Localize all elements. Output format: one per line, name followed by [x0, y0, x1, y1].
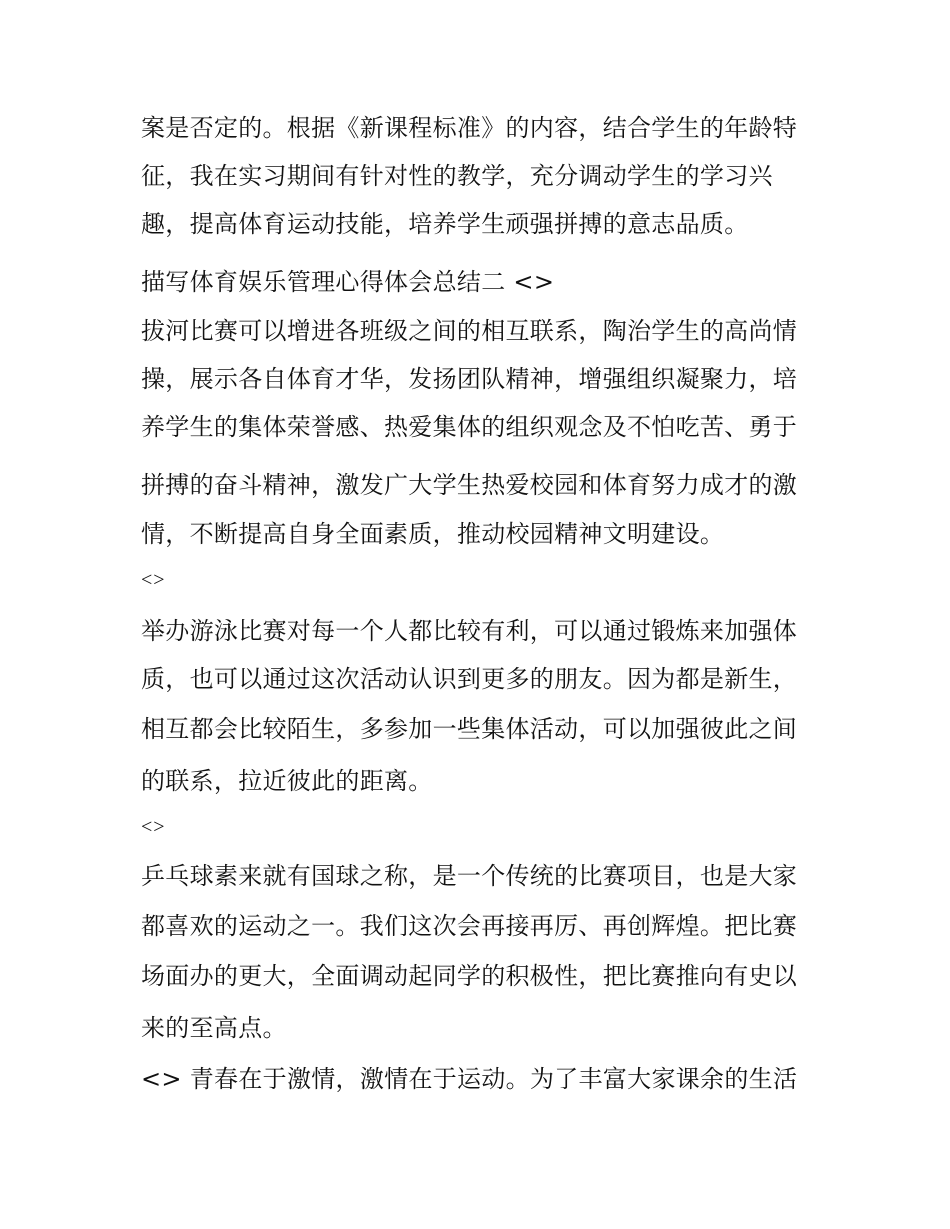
text-line: 趣，提高体育运动技能，培养学生顽强拼搏的意志品质。 — [141, 210, 749, 238]
text-line: 案是否定的。根据《新课程标准》的内容，结合学生的年龄特 — [141, 114, 798, 142]
text-line: 举办游泳比赛对每一个人都比较有利，可以通过锻炼来加强体 — [141, 617, 798, 645]
text-line: 的联系，拉近彼此的距离。 — [141, 767, 433, 795]
section-heading: 描写体育娱乐管理心得体会总结二 <> — [141, 268, 555, 296]
separator-marker: <> — [141, 569, 166, 591]
text-line: 相互都会比较陌生，多参加一些集体活动，可以加强彼此之间 — [141, 715, 798, 743]
text-line: 情，不断提高自身全面素质，推动校园精神文明建设。 — [141, 520, 725, 548]
text-line: 质，也可以通过这次活动认识到更多的朋友。因为都是新生， — [141, 665, 798, 693]
text-line: 操，展示各自体育才华，发扬团队精神，增强组织凝聚力，培 — [141, 365, 798, 393]
text-line: 场面办的更大，全面调动起同学的积极性，把比赛推向有史以 — [141, 962, 798, 990]
text-line: 来的至高点。 — [141, 1014, 287, 1042]
text-line: 拼搏的奋斗精神，激发广大学生热爱校园和体育努力成才的激 — [141, 471, 798, 499]
text-line: 拔河比赛可以增进各班级之间的相互联系，陶治学生的高尚情 — [141, 317, 798, 345]
text-line: 乒乓球素来就有国球之称，是一个传统的比赛项目，也是大家 — [141, 862, 798, 890]
text-line: 都喜欢的运动之一。我们这次会再接再厉、再创辉煌。把比赛 — [141, 912, 798, 940]
separator-marker: <> — [141, 816, 166, 838]
text-line: <> 青春在于激情，激情在于运动。为了丰富大家课余的生活 — [141, 1065, 798, 1093]
text-line: 征，我在实习期间有针对性的教学，充分调动学生的学习兴 — [141, 162, 773, 190]
text-line: 养学生的集体荣誉感、热爱集体的组织观念及不怕吃苦、勇于 — [141, 413, 798, 441]
